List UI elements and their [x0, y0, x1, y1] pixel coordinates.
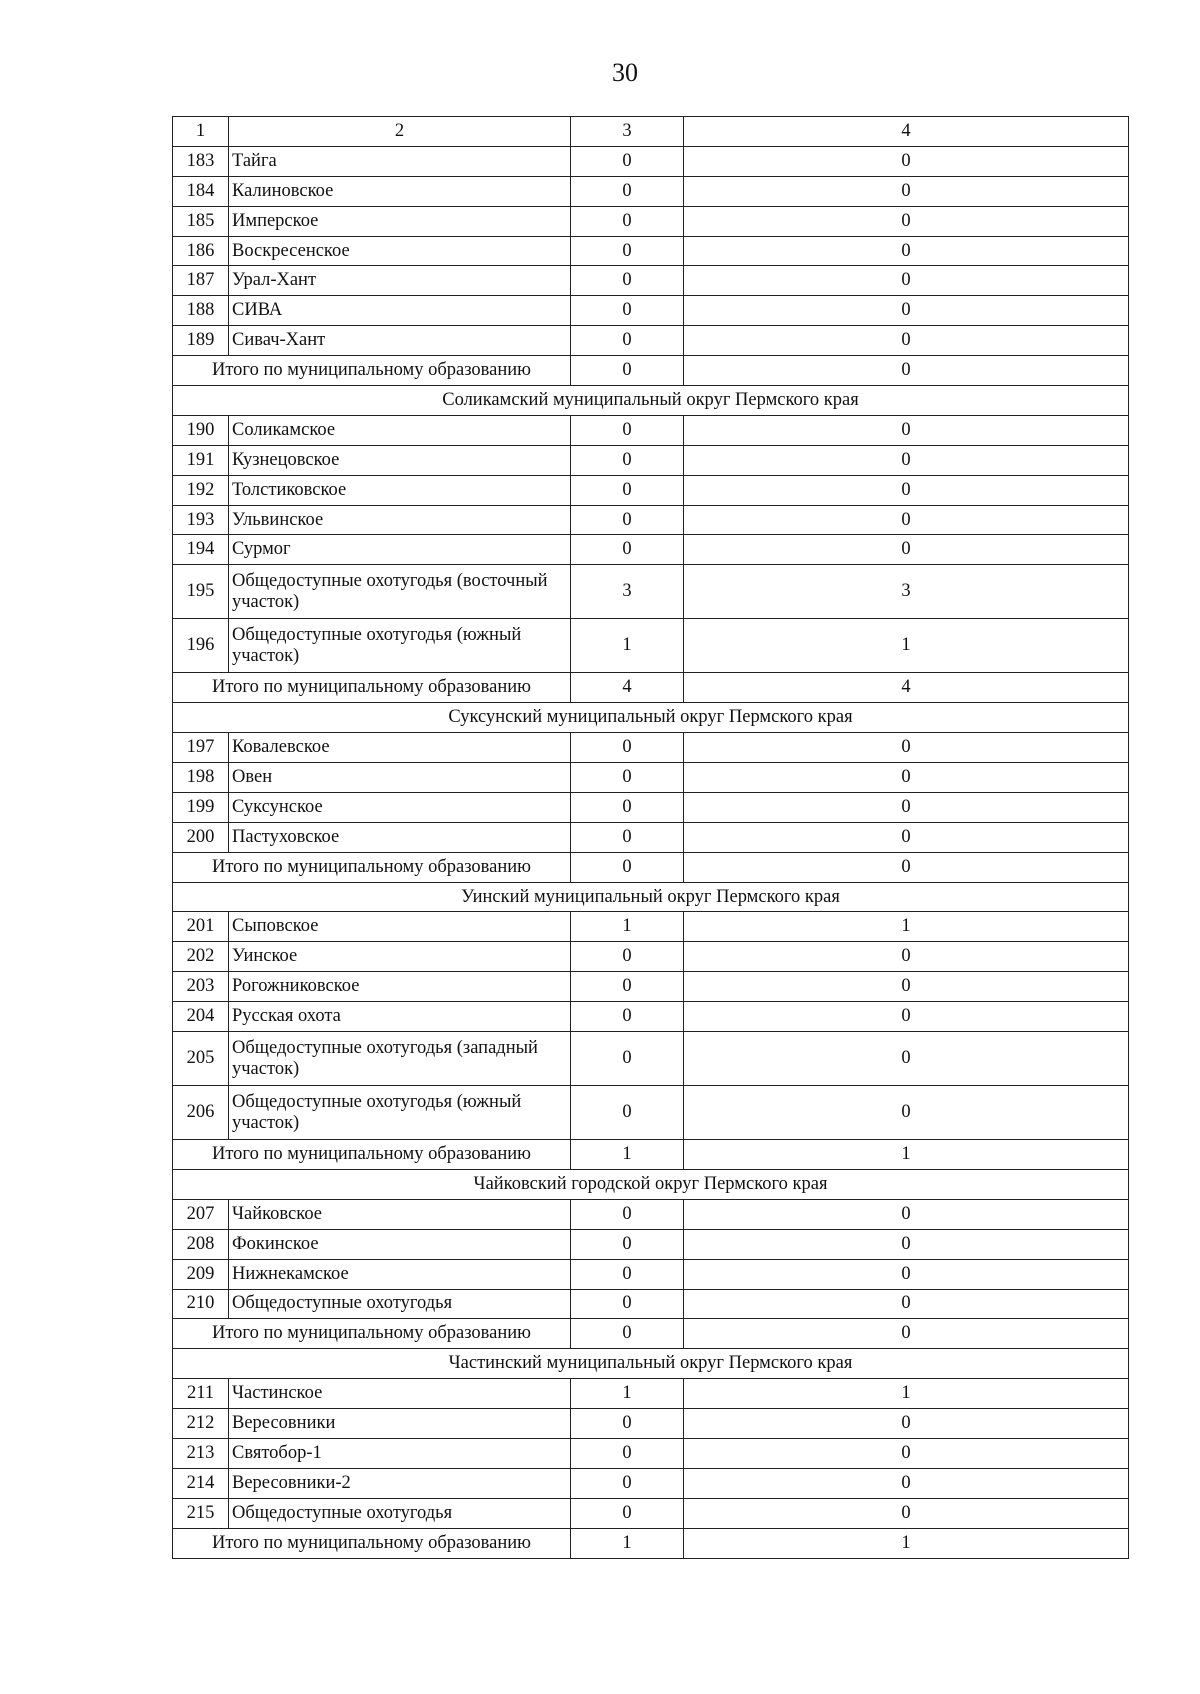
row-number: 210 — [173, 1289, 229, 1319]
column-3-value: 0 — [571, 1409, 684, 1439]
total-row — [173, 852, 1129, 882]
hunting-ground-name: Кузнецовское — [229, 445, 571, 475]
row-number: 188 — [173, 296, 229, 326]
hunting-grounds-table — [172, 116, 1129, 1559]
municipality-title: Уинский муниципальный округ Пермского края — [173, 882, 1129, 912]
section-header-row — [173, 882, 1129, 912]
column-3-value: 0 — [571, 415, 684, 445]
total-column-3-value: 1 — [571, 1140, 684, 1170]
hunting-ground-name: Ульвинское — [229, 505, 571, 535]
table-row — [173, 505, 1129, 535]
table-row — [173, 619, 1129, 673]
table-row — [173, 296, 1129, 326]
total-column-4-value: 1 — [684, 1140, 1129, 1170]
row-number: 213 — [173, 1438, 229, 1468]
table-row — [173, 1409, 1129, 1439]
row-number: 207 — [173, 1199, 229, 1229]
hunting-ground-name: Толстиковское — [229, 475, 571, 505]
column-3-value: 0 — [571, 733, 684, 763]
hunting-ground-name: Овен — [229, 763, 571, 793]
hunting-ground-name: Имперское — [229, 206, 571, 236]
table-row — [173, 266, 1129, 296]
total-row — [173, 673, 1129, 703]
column-3-value: 0 — [571, 1032, 684, 1086]
total-column-3-value: 0 — [571, 356, 684, 386]
hunting-ground-name: Пастуховское — [229, 822, 571, 852]
column-4-value: 0 — [684, 236, 1129, 266]
column-4-value: 0 — [684, 146, 1129, 176]
hunting-ground-name: Общедоступные охотугодья — [229, 1498, 571, 1528]
table-row — [173, 912, 1129, 942]
hunting-ground-name: Общедоступные охотугодья — [229, 1289, 571, 1319]
column-4-value: 0 — [684, 415, 1129, 445]
column-4-value: 0 — [684, 972, 1129, 1002]
municipality-title: Частинский муниципальный округ Пермского края — [173, 1349, 1129, 1379]
hunting-ground-name: Сурмог — [229, 535, 571, 565]
column-4-value: 1 — [684, 912, 1129, 942]
column-3-value: 3 — [571, 565, 684, 619]
table-row — [173, 415, 1129, 445]
row-number: 184 — [173, 176, 229, 206]
row-number: 196 — [173, 619, 229, 673]
column-4-value: 0 — [684, 763, 1129, 793]
municipality-title: Суксунский муниципальный округ Пермского края — [173, 703, 1129, 733]
column-4-value: 0 — [684, 1468, 1129, 1498]
table-row — [173, 565, 1129, 619]
column-3-value: 1 — [571, 912, 684, 942]
hunting-ground-name: Частинское — [229, 1379, 571, 1409]
municipality-title: Чайковский городской округ Пермского края — [173, 1169, 1129, 1199]
row-number: 195 — [173, 565, 229, 619]
table-row — [173, 1289, 1129, 1319]
table-header-row — [173, 117, 1129, 147]
column-4-value: 0 — [684, 1259, 1129, 1289]
column-4-value: 0 — [684, 733, 1129, 763]
column-3-value: 0 — [571, 236, 684, 266]
column-3-value: 0 — [571, 972, 684, 1002]
row-number: 185 — [173, 206, 229, 236]
table-row — [173, 1002, 1129, 1032]
row-number: 183 — [173, 146, 229, 176]
column-4-value: 0 — [684, 475, 1129, 505]
hunting-ground-name: Калиновское — [229, 176, 571, 206]
column-4-value: 1 — [684, 1379, 1129, 1409]
hunting-ground-name: Общедоступные охотугодья (западный участок) — [229, 1032, 571, 1086]
total-column-4-value: 4 — [684, 673, 1129, 703]
row-number: 206 — [173, 1086, 229, 1140]
column-3-value: 0 — [571, 266, 684, 296]
column-3-value: 1 — [571, 619, 684, 673]
column-4-value: 0 — [684, 206, 1129, 236]
column-4-value: 0 — [684, 326, 1129, 356]
column-4-value: 0 — [684, 296, 1129, 326]
column-header-2: 2 — [229, 117, 571, 147]
table-row — [173, 146, 1129, 176]
row-number: 198 — [173, 763, 229, 793]
table-row — [173, 206, 1129, 236]
total-row — [173, 1528, 1129, 1558]
row-number: 187 — [173, 266, 229, 296]
column-3-value: 0 — [571, 1498, 684, 1528]
row-number: 215 — [173, 1498, 229, 1528]
hunting-ground-name: Общедоступные охотугодья (восточный участок) — [229, 565, 571, 619]
hunting-ground-name: Урал-Хант — [229, 266, 571, 296]
column-3-value: 0 — [571, 146, 684, 176]
hunting-ground-name: Нижнекамское — [229, 1259, 571, 1289]
hunting-ground-name: Русская охота — [229, 1002, 571, 1032]
table-row — [173, 1086, 1129, 1140]
total-label: Итого по муниципальному образованию — [173, 1319, 571, 1349]
column-3-value: 0 — [571, 505, 684, 535]
column-4-value: 0 — [684, 445, 1129, 475]
hunting-ground-name: Фокинское — [229, 1229, 571, 1259]
column-4-value: 0 — [684, 942, 1129, 972]
column-header-3: 3 — [571, 117, 684, 147]
column-3-value: 0 — [571, 1259, 684, 1289]
column-3-value: 0 — [571, 475, 684, 505]
column-4-value: 0 — [684, 176, 1129, 206]
total-column-4-value: 0 — [684, 356, 1129, 386]
table-row — [173, 1032, 1129, 1086]
column-3-value: 0 — [571, 535, 684, 565]
column-3-value: 0 — [571, 763, 684, 793]
hunting-ground-name: СИВА — [229, 296, 571, 326]
table-row — [173, 1438, 1129, 1468]
total-label: Итого по муниципальному образованию — [173, 1528, 571, 1558]
table-row — [173, 733, 1129, 763]
total-row — [173, 356, 1129, 386]
total-column-4-value: 0 — [684, 852, 1129, 882]
column-3-value: 0 — [571, 1229, 684, 1259]
column-4-value: 0 — [684, 1032, 1129, 1086]
column-3-value: 0 — [571, 445, 684, 475]
row-number: 214 — [173, 1468, 229, 1498]
hunting-ground-name: Уинское — [229, 942, 571, 972]
column-4-value: 0 — [684, 1086, 1129, 1140]
total-label: Итого по муниципальному образованию — [173, 1140, 571, 1170]
column-3-value: 0 — [571, 942, 684, 972]
column-3-value: 0 — [571, 176, 684, 206]
table-row — [173, 176, 1129, 206]
column-4-value: 0 — [684, 1002, 1129, 1032]
hunting-ground-name: Общедоступные охотугодья (южный участок) — [229, 1086, 571, 1140]
page-number: 30 — [612, 58, 638, 87]
hunting-ground-name: Вересовники-2 — [229, 1468, 571, 1498]
hunting-ground-name: Воскресенское — [229, 236, 571, 266]
table-row — [173, 1259, 1129, 1289]
row-number: 201 — [173, 912, 229, 942]
municipality-title: Соликамский муниципальный округ Пермского края — [173, 386, 1129, 416]
table-row — [173, 763, 1129, 793]
column-4-value: 0 — [684, 1289, 1129, 1319]
row-number: 200 — [173, 822, 229, 852]
column-4-value: 0 — [684, 1498, 1129, 1528]
row-number: 191 — [173, 445, 229, 475]
table-row — [173, 1468, 1129, 1498]
row-number: 202 — [173, 942, 229, 972]
table-row — [173, 972, 1129, 1002]
column-4-value: 0 — [684, 1199, 1129, 1229]
column-3-value: 0 — [571, 1086, 684, 1140]
total-row — [173, 1140, 1129, 1170]
section-header-row — [173, 386, 1129, 416]
table-row — [173, 236, 1129, 266]
column-3-value: 0 — [571, 1002, 684, 1032]
table-row — [173, 822, 1129, 852]
row-number: 208 — [173, 1229, 229, 1259]
table-row — [173, 1229, 1129, 1259]
table-row — [173, 1199, 1129, 1229]
section-header-row — [173, 1169, 1129, 1199]
column-3-value: 0 — [571, 822, 684, 852]
column-header-4: 4 — [684, 117, 1129, 147]
total-row — [173, 1319, 1129, 1349]
row-number: 193 — [173, 505, 229, 535]
total-label: Итого по муниципальному образованию — [173, 356, 571, 386]
row-number: 189 — [173, 326, 229, 356]
row-number: 190 — [173, 415, 229, 445]
table-row — [173, 792, 1129, 822]
hunting-ground-name: Ковалевское — [229, 733, 571, 763]
column-3-value: 1 — [571, 1379, 684, 1409]
table-row — [173, 535, 1129, 565]
hunting-ground-name: Суксунское — [229, 792, 571, 822]
total-column-3-value: 0 — [571, 852, 684, 882]
column-3-value: 0 — [571, 1289, 684, 1319]
hunting-ground-name: Сивач-Хант — [229, 326, 571, 356]
total-label: Итого по муниципальному образованию — [173, 673, 571, 703]
section-header-row — [173, 703, 1129, 733]
hunting-ground-name: Общедоступные охотугодья (южный участок) — [229, 619, 571, 673]
column-3-value: 0 — [571, 206, 684, 236]
hunting-ground-name: Святобор-1 — [229, 1438, 571, 1468]
column-4-value: 0 — [684, 535, 1129, 565]
row-number: 209 — [173, 1259, 229, 1289]
table-row — [173, 1498, 1129, 1528]
row-number: 194 — [173, 535, 229, 565]
column-4-value: 3 — [684, 565, 1129, 619]
row-number: 204 — [173, 1002, 229, 1032]
total-column-3-value: 1 — [571, 1528, 684, 1558]
row-number: 212 — [173, 1409, 229, 1439]
row-number: 199 — [173, 792, 229, 822]
section-header-row — [173, 1349, 1129, 1379]
hunting-ground-name: Соликамское — [229, 415, 571, 445]
total-column-4-value: 1 — [684, 1528, 1129, 1558]
column-4-value: 0 — [684, 1229, 1129, 1259]
column-4-value: 0 — [684, 822, 1129, 852]
hunting-ground-name: Рогожниковское — [229, 972, 571, 1002]
column-3-value: 0 — [571, 1438, 684, 1468]
table-body — [173, 117, 1129, 1559]
hunting-ground-name: Вересовники — [229, 1409, 571, 1439]
row-number: 211 — [173, 1379, 229, 1409]
table-row — [173, 942, 1129, 972]
row-number: 186 — [173, 236, 229, 266]
hunting-ground-name: Тайга — [229, 146, 571, 176]
row-number: 197 — [173, 733, 229, 763]
row-number: 192 — [173, 475, 229, 505]
table-row — [173, 1379, 1129, 1409]
row-number: 203 — [173, 972, 229, 1002]
row-number: 205 — [173, 1032, 229, 1086]
column-3-value: 0 — [571, 1468, 684, 1498]
total-label: Итого по муниципальному образованию — [173, 852, 571, 882]
column-header-1: 1 — [173, 117, 229, 147]
table-row — [173, 445, 1129, 475]
column-4-value: 0 — [684, 792, 1129, 822]
column-3-value: 0 — [571, 326, 684, 356]
table-row — [173, 326, 1129, 356]
column-4-value: 0 — [684, 505, 1129, 535]
column-3-value: 0 — [571, 1199, 684, 1229]
column-4-value: 0 — [684, 1438, 1129, 1468]
total-column-3-value: 0 — [571, 1319, 684, 1349]
column-3-value: 0 — [571, 792, 684, 822]
column-4-value: 0 — [684, 1409, 1129, 1439]
column-4-value: 1 — [684, 619, 1129, 673]
hunting-ground-name: Сыповское — [229, 912, 571, 942]
total-column-4-value: 0 — [684, 1319, 1129, 1349]
table-row — [173, 475, 1129, 505]
column-4-value: 0 — [684, 266, 1129, 296]
hunting-ground-name: Чайковское — [229, 1199, 571, 1229]
column-3-value: 0 — [571, 296, 684, 326]
total-column-3-value: 4 — [571, 673, 684, 703]
